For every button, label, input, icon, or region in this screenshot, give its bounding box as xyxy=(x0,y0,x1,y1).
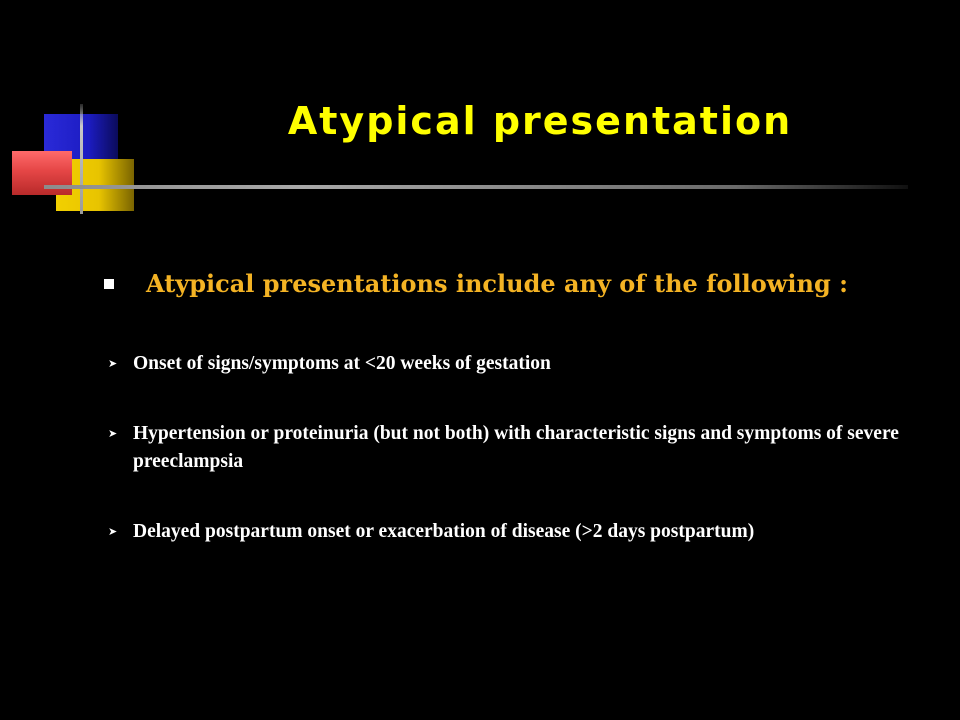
sub-bullet-text: Delayed postpartum onset or exacerbation of disease (>2 days postpartum) xyxy=(133,521,755,542)
main-bullet-text: Atypical presentations include any of the following : xyxy=(146,269,848,298)
sub-bullet-text: Onset of signs/symptoms at <20 weeks of gestation xyxy=(133,353,551,374)
slide-title: Atypical presentation xyxy=(287,99,793,143)
arrowhead-bullet-icon: ➤ xyxy=(108,357,118,370)
horizontal-divider-line xyxy=(44,185,908,189)
sub-bullet-text: Hypertension or proteinuria (but not both) with characteristic signs and symptoms of severe preeclampsia xyxy=(133,423,899,472)
square-bullet-icon xyxy=(104,279,114,289)
vertical-divider-line xyxy=(80,104,83,214)
arrowhead-bullet-icon: ➤ xyxy=(108,525,118,538)
arrowhead-bullet-icon: ➤ xyxy=(108,427,118,440)
